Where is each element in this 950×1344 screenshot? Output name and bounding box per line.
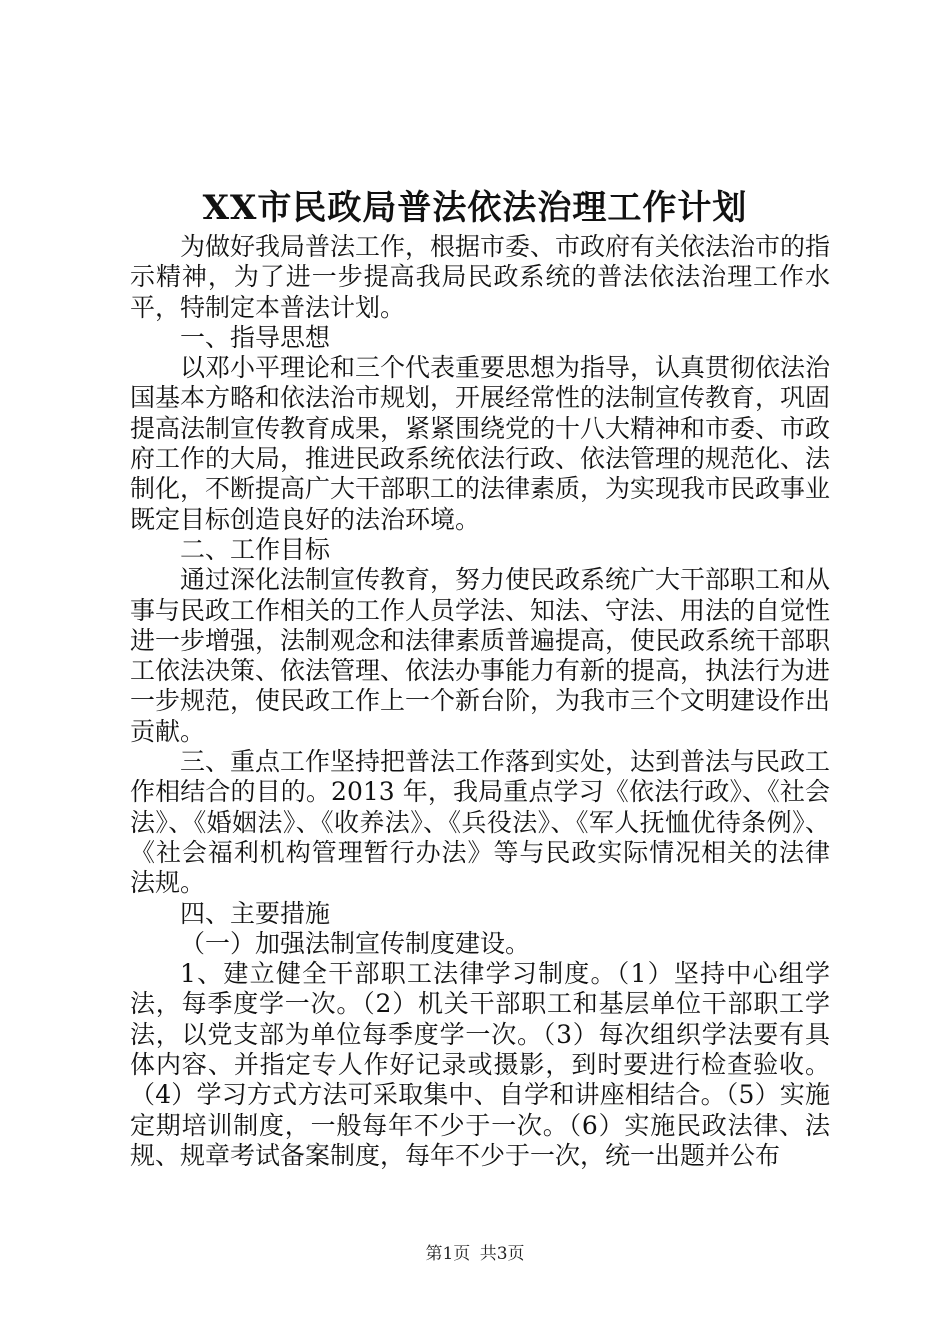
page-number: 第1页 xyxy=(425,1244,471,1264)
page-total: 共3页 xyxy=(479,1244,525,1264)
key-work-paragraph: 三、重点工作坚持把普法工作落到实处，达到普法与民政工作相结合的目的。2013 年，我局重点学习《依法行政》、《社会法》、《婚姻法》、《收养法》、《兵役法》、《军人抚恤优待条例》、《社会福利机构管理暂行办法》等与民政实际情况相关的法律法规。 xyxy=(130,747,831,898)
section-heading-guiding-ideology: 一、指导思想 xyxy=(180,322,331,352)
page-footer xyxy=(0,1243,950,1265)
subsection-heading-1: （一）加强法制宣传制度建设。 xyxy=(180,928,531,958)
document-body xyxy=(130,232,830,1171)
document-title: XX市民政局普法依法治理工作计划 xyxy=(202,188,748,228)
intro-paragraph: 为做好我局普法工作，根据市委、市政府有关依法治市的指示精神，为了进一步提高我局民政系统的普法依法治理工作水平，特制定本普法计划。 xyxy=(130,232,831,322)
guiding-ideology-paragraph: 以邓小平理论和三个代表重要思想为指导，认真贯彻依法治国基本方略和依法治市规划，开展经常性的法制宣传教育，巩固提高法制宣传教育成果，紧紧围绕党的十八大精神和市委、市政府工作的大局，推进民政系统依法行政、依法管理的规范化、法制化，不断提高广大干部职工的法律素质，为实现我市民政事业既定目标创造良好的法治环境。 xyxy=(130,353,831,534)
section-heading-work-goals: 二、工作目标 xyxy=(180,534,331,564)
measures-item-1-paragraph: 1、建立健全干部职工法律学习制度。（1）坚持中心组学法，每季度学一次。（2）机关干部职工和基层单位干部职工学法，以党支部为单位每季度学一次。（3）每次组织学法要有具体内容、并指定专人作好记录或摄影，到时要进行检查验收。（4）学习方式方法可采取集中、自学和讲座相结合。（5）实施定期培训制度，一般每年不少于一次。（6）实施民政法律、法规、规章考试备案制度，每年不少于一次，统一出题并公布 xyxy=(130,959,830,1170)
work-goals-paragraph: 通过深化法制宣传教育，努力使民政系统广大干部职工和从事与民政工作相关的工作人员学法、知法、守法、用法的自觉性进一步增强，法制观念和法律素质普遍提高，使民政系统干部职工依法决策、依法管理、依法办事能力有新的提高，执法行为进一步规范，使民政工作上一个新台阶，为我市三个文明建设作出贡献。 xyxy=(130,565,831,746)
section-heading-main-measures: 四、主要措施 xyxy=(180,898,331,928)
